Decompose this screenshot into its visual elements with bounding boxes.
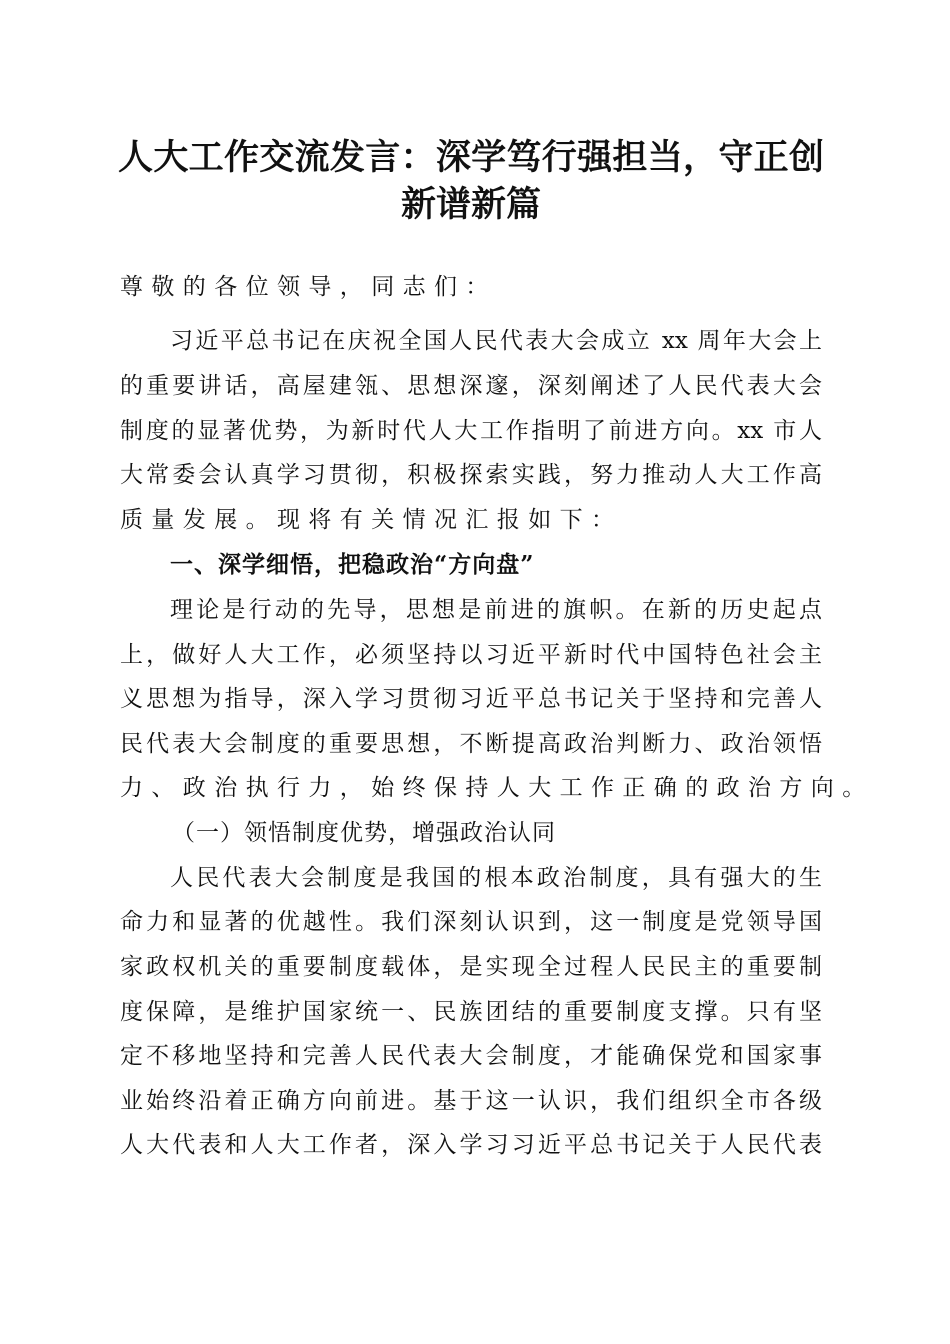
subsection-paragraph-line: 业始终沿着正确方向前进。基于这一认识，我们组织全市各级 — [120, 1088, 822, 1114]
subsection-paragraph-line: 定不移地坚持和完善人民代表大会制度，才能确保党和国家事 — [120, 1043, 822, 1069]
subsection-heading: （一）领悟制度优势，增强政治认同 — [172, 820, 556, 846]
document-title-line-2: 新谱新篇 — [400, 184, 541, 225]
section-paragraph-line: 义思想为指导，深入学习贯彻习近平总书记关于坚持和完善人 — [120, 686, 822, 712]
intro-line: 质量发展。现将有关情况汇报如下： — [120, 507, 623, 533]
section-paragraph-line: 力、政治执行力，始终保持人大工作正确的政治方向。 — [120, 775, 874, 801]
subsection-paragraph-line: 人民代表大会制度是我国的根本政治制度，具有强大的生 — [170, 865, 822, 891]
intro-line: 的重要讲话，高屋建瓴、思想深邃，深刻阐述了人民代表大会 — [120, 373, 822, 399]
section-paragraph-line: 上，做好人大工作，必须坚持以习近平新时代中国特色社会主 — [120, 642, 822, 668]
greeting: 尊敬的各位领导，同志们： — [120, 274, 497, 300]
intro-line: 大常委会认真学习贯彻，积极探索实践，努力推动人大工作高 — [120, 462, 822, 488]
section-heading: 一、深学细悟，把稳政治“方向盘” — [170, 551, 535, 578]
document-title-line-1: 人大工作交流发言：深学笃行强担当，守正创 — [118, 137, 824, 178]
subsection-paragraph-line: 家政权机关的重要制度载体，是实现全过程人民民主的重要制 — [120, 954, 822, 980]
section-paragraph-line: 民代表大会制度的重要思想，不断提高政治判断力、政治领悟 — [120, 731, 822, 757]
subsection-paragraph-line: 度保障，是维护国家统一、民族团结的重要制度支撑。只有坚 — [120, 999, 822, 1025]
subsection-paragraph-line: 命力和显著的优越性。我们深刻认识到，这一制度是党领导国 — [120, 909, 822, 935]
subsection-paragraph-line: 人大代表和人大工作者，深入学习习近平总书记关于人民代表 — [120, 1132, 822, 1158]
section-paragraph-line: 理论是行动的先导，思想是前进的旗帜。在新的历史起点 — [170, 597, 822, 623]
intro-line: 制度的显著优势，为新时代人大工作指明了前进方向。xx 市人 — [120, 418, 822, 444]
intro-line: 习近平总书记在庆祝全国人民代表大会成立 xx 周年大会上 — [170, 328, 822, 354]
